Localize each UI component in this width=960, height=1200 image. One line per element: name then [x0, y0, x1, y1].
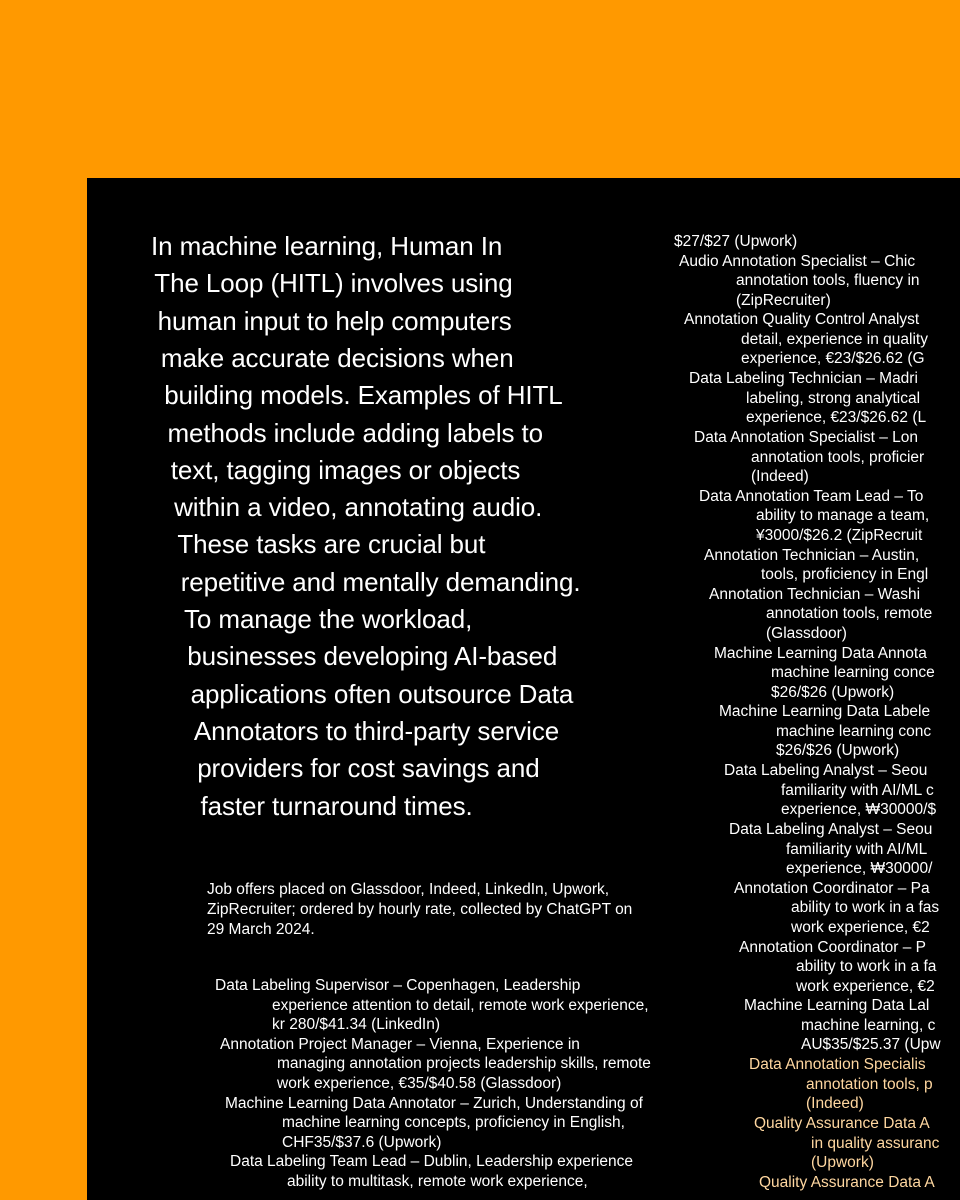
job-entry-title: Quality Assurance Data A [759, 1173, 935, 1191]
intro-line: methods include adding labels to [167, 417, 544, 448]
job-entry-detail: familiarity with AI/ML [786, 840, 928, 858]
intro-line: applications often outsource Data [190, 678, 574, 709]
job-entry-detail: CHF35/$37.6 (Upwork) [282, 1133, 442, 1151]
job-entry-detail: experience attention to detail, remote work experience, [272, 996, 649, 1014]
job-entry-detail: labeling, strong analytical [746, 389, 921, 407]
job-entry [679, 252, 920, 311]
intro-line: make accurate decisions when [160, 342, 514, 373]
job-entry [230, 1152, 633, 1191]
job-entry-detail: experience, ₩30000/ [786, 860, 933, 877]
job-entry-detail: (Indeed) [751, 468, 809, 485]
job-entry-detail: machine learning conce [771, 664, 935, 682]
job-entry [729, 820, 932, 879]
intro-line: within a video, annotating audio. [174, 492, 543, 523]
job-entry-detail: (Glassdoor) [766, 624, 847, 642]
intro-line: providers for cost savings and [197, 753, 540, 784]
job-entry-detail: work experience, €2 [796, 977, 935, 995]
job-entry-title: Machine Learning Data Annota [714, 644, 927, 662]
job-entry-detail: managing annotation projects leadership skills, remote [277, 1055, 651, 1073]
job-entry-detail: experience, ₩30000/$ [781, 801, 937, 819]
job-entry-title: Data Annotation Team Lead – To [699, 487, 924, 505]
job-entry-title: Machine Learning Data Annotator – Zurich, Understanding of [225, 1094, 643, 1112]
job-entry-title: Machine Learning Data Lal [744, 997, 930, 1015]
job-entry-title: Annotation Quality Control Analyst [684, 311, 920, 329]
job-entry-detail: kr 280/$41.34 (LinkedIn) [272, 1016, 441, 1033]
intro-line: building models. Examples of HITL [164, 380, 563, 411]
job-entry [215, 976, 649, 1035]
note-line: ZipRecruiter; ordered by hourly rate, collected by ChatGPT on [207, 901, 633, 918]
intro-line: To manage the workload, [184, 604, 473, 634]
job-entry [714, 644, 935, 703]
job-entry-detail: annotation tools, remote [766, 605, 933, 623]
job-entry-detail: AU$35/$25.37 (Upw [801, 1036, 941, 1054]
job-entry-detail: ability to manage a team, [756, 507, 930, 525]
job-entry-title: Data Labeling Team Lead – Dublin, Leadership experience [230, 1153, 633, 1171]
job-entry-title: Data Annotation Specialist – Lon [694, 429, 919, 446]
job-entry-detail: work experience, €2 [791, 918, 930, 936]
content-panel [87, 178, 960, 1200]
job-entry [704, 546, 928, 585]
job-entry [684, 310, 928, 369]
job-entry-detail: $26/$26 (Upwork) [771, 683, 895, 701]
job-entry [709, 585, 932, 644]
job-entry [674, 232, 797, 252]
job-entry-detail: $27/$27 (Upwork) [674, 233, 798, 250]
job-entry-detail: annotation tools, proficier [751, 448, 925, 466]
job-entry-detail: detail, experience in quality [741, 330, 928, 348]
job-entry-detail: familiarity with AI/ML c [781, 781, 934, 799]
intro-line: These tasks are crucial but [177, 529, 486, 560]
job-entry-detail: ability to work in a fas [791, 899, 940, 917]
job-entry-detail: ability to work in a fa [796, 958, 937, 976]
job-entry [759, 1173, 935, 1193]
job-entry-detail: machine learning concepts, proficiency in English, [282, 1114, 625, 1132]
job-entry-detail: machine learning conc [776, 722, 932, 740]
job-entry-title: Audio Annotation Specialist – Chic [679, 252, 916, 270]
job-entry-detail: (ZipRecruiter) [736, 291, 831, 309]
job-entry-detail: in quality assuranc [811, 1134, 940, 1152]
job-entry-detail: annotation tools, fluency in [736, 272, 920, 290]
job-entry [739, 938, 936, 997]
job-entry [754, 1114, 939, 1173]
intro-line: The Loop (HITL) involves using [154, 268, 513, 299]
job-entry [744, 996, 941, 1055]
job-entry-title: Annotation Technician – Austin, [704, 546, 920, 564]
intro-line: Annotators to third-party service [193, 715, 560, 746]
job-entry-title: Data Labeling Technician – Madri [689, 370, 918, 388]
job-entry-detail: work experience, €35/$40.58 (Glassdoor) [277, 1074, 562, 1092]
job-entry-detail: (Indeed) [806, 1095, 864, 1113]
intro-line: In machine learning, Human In [151, 231, 503, 261]
job-entry [724, 761, 936, 820]
job-entry-title: Annotation Coordinator – Pa [734, 879, 930, 897]
job-entry-title: Annotation Coordinator – P [739, 938, 926, 956]
job-entry-detail: annotation tools, p [806, 1075, 933, 1093]
job-entry [749, 1055, 933, 1114]
job-entry [689, 369, 926, 428]
job-entry [699, 487, 929, 546]
job-entry-title: Data Labeling Supervisor – Copenhagen, Leadership [215, 977, 581, 994]
intro-line: repetitive and mentally demanding. [180, 566, 581, 597]
job-entry-title: Annotation Technician – Washi [709, 585, 921, 603]
job-entry-detail: experience, €23/$26.62 (G [741, 350, 925, 368]
intro-line: text, tagging images or objects [170, 454, 521, 485]
job-entry-detail: machine learning, c [801, 1016, 936, 1034]
job-entry [719, 702, 931, 761]
job-entry [220, 1035, 651, 1094]
job-entry-title: Data Labeling Analyst – Seou [729, 821, 933, 838]
job-entry-detail: ¥3000/$26.2 (ZipRecruit [756, 526, 923, 544]
note-line: Job offers placed on Glassdoor, Indeed, LinkedIn, Upwork, [207, 881, 610, 898]
job-entry-detail: tools, proficiency in Engl [761, 566, 929, 584]
job-entry-title: Machine Learning Data Labele [719, 703, 931, 721]
job-entry [734, 879, 939, 938]
job-entry-title: Data Labeling Analyst – Seou [724, 762, 928, 780]
job-entry-detail: (Upwork) [811, 1154, 874, 1171]
note-line: 29 March 2024. [207, 921, 315, 938]
job-entry-title: Quality Assurance Data A [754, 1115, 930, 1132]
intro-line: human input to help computers [157, 305, 512, 336]
source-note [207, 880, 727, 940]
intro-line: businesses developing AI-based [187, 641, 558, 672]
job-entry [225, 1094, 643, 1153]
job-entry-detail: $26/$26 (Upwork) [776, 742, 900, 760]
job-entry-title: Annotation Project Manager – Vienna, Experience in [220, 1035, 580, 1053]
job-entry-detail: experience, €23/$26.62 (L [746, 409, 927, 427]
job-entry [694, 428, 924, 487]
job-entry-title: Data Annotation Specialis [749, 1056, 926, 1074]
job-entry-detail: ability to multitask, remote work experience, [287, 1172, 588, 1190]
intro-line: faster turnaround times. [200, 790, 473, 821]
